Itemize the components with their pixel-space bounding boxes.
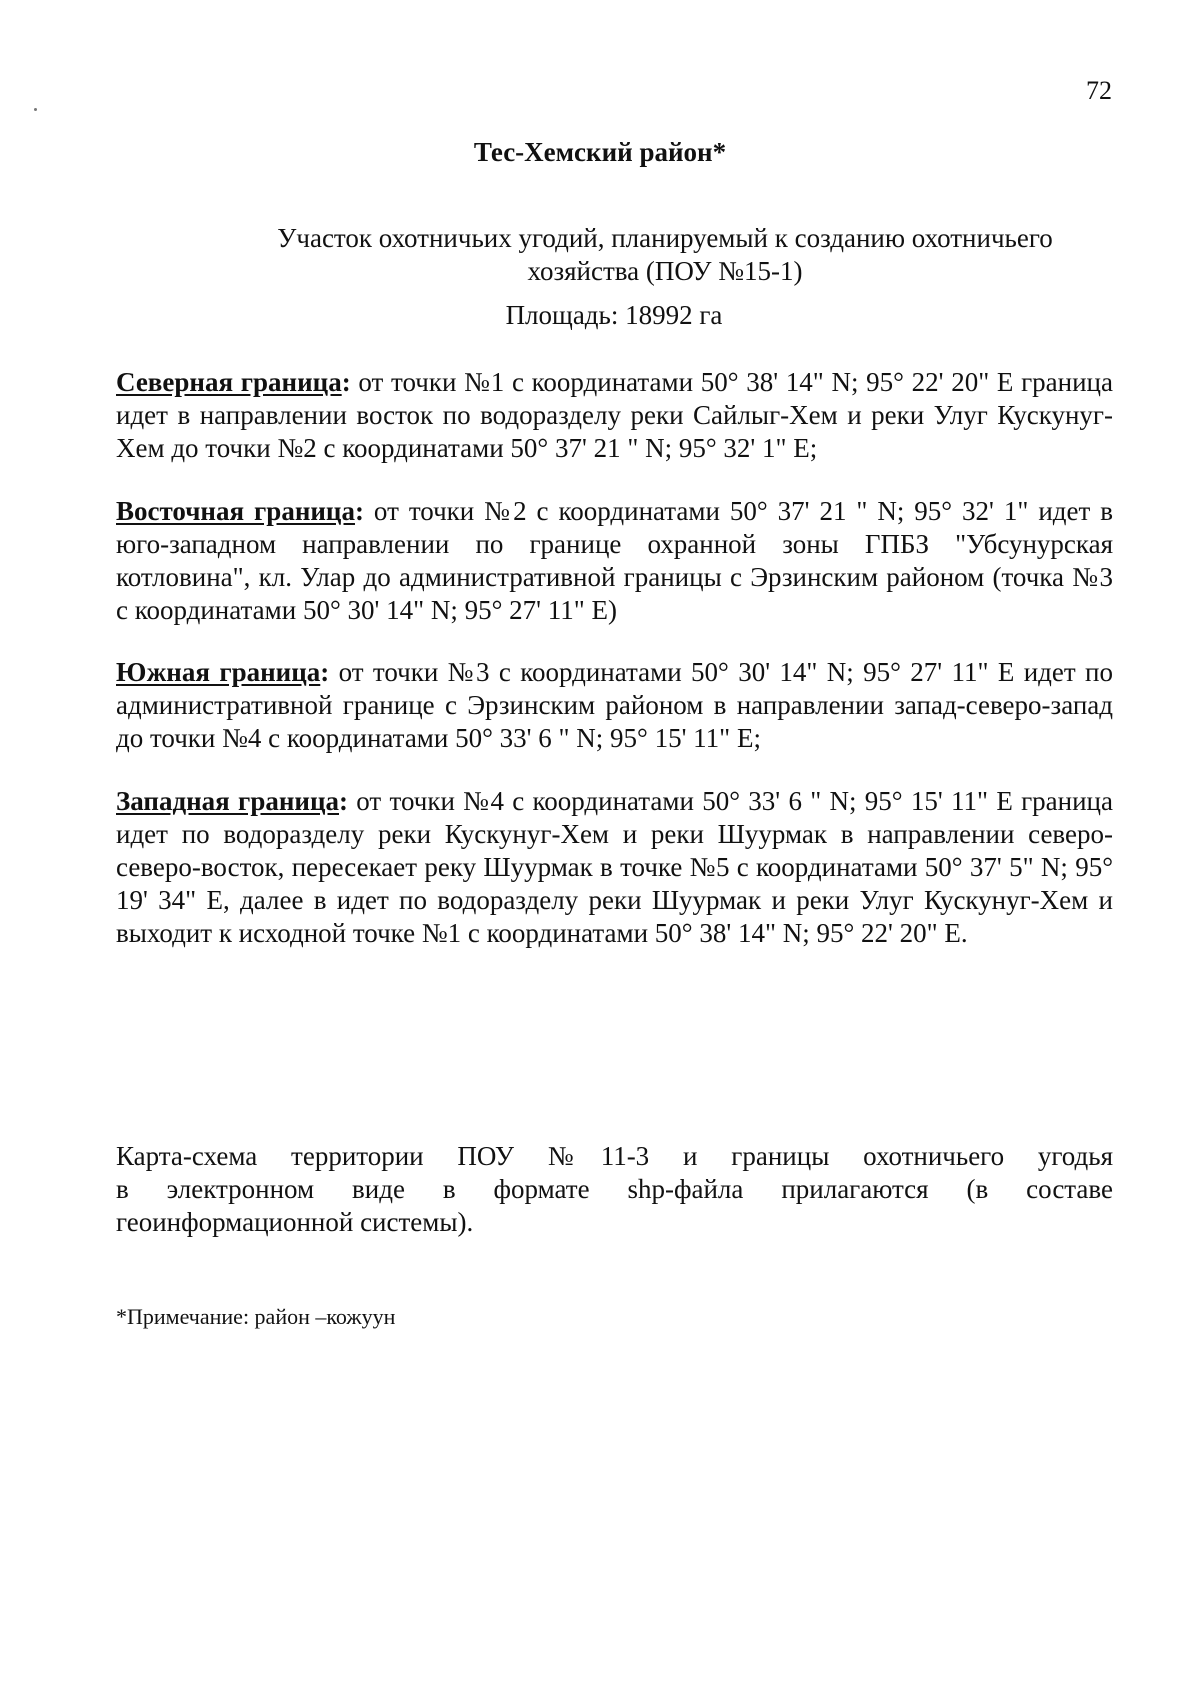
map-note-line-3: геоинформационной системы).: [116, 1207, 474, 1237]
scan-speck: [34, 108, 37, 111]
north-boundary-paragraph: Северная граница: от точки №1 с координатами 50° 38' 14" N; 95° 22' 20" E граница идет в направлении восток по водоразделу реки Сайлыг-Хем и реки Улуг Кускунуг-Хем до точки №2 с координатами 50° 37' 21 " N; 95° 32' 1" E;: [116, 367, 1113, 463]
east-boundary-text: от точки №2 с координатами 50° 37' 21 " N; 95° 32' 1" идет в юго-западном направлении по границе охранной зоны ГПБЗ "Убсунурская котловина", кл. Улар до административной границы с Эрзинским районом (точка №3 с координатами 50° 30' 14" N; 95° 27' 11" E): [116, 496, 1113, 625]
west-boundary-text: от точки №4 с координатами 50° 33' 6 " N; 95° 15' 11" E граница идет по водоразделу реки Кускунуг-Хем и реки Шуурмак в направлении северо-северо-восток, пересекает реку Шуурмак в точке №5 с координатами 50° 37' 5" N; 95° 19' 34" E, далее в идет по водоразделу реки Шуурмак и реки Улуг Кускунуг-Хем и выходит к исходной точке №1 с координатами 50° 38' 14" N; 95° 22' 20" E.: [116, 786, 1113, 948]
north-boundary-text: от точки №1 с координатами 50° 38' 14" N; 95° 22' 20" E граница идет в направлении восток по водоразделу реки Сайлыг-Хем и реки Улуг Кускунуг-Хем до точки №2 с координатами 50° 37' 21 " N; 95° 32' 1" E;: [116, 367, 1113, 463]
document-subtitle: [215, 222, 1115, 288]
page-number: 72: [1086, 76, 1112, 105]
west-boundary-paragraph: Западная граница: от точки №4 с координатами 50° 33' 6 " N; 95° 15' 11" E граница идет по водоразделу реки Кускунуг-Хем и реки Шуурмак в направлении северо-северо-восток, пересекает реку Шуурмак в точке №5 с координатами 50° 37' 5" N; 95° 19' 34" E, далее в идет по водоразделу реки Шуурмак и реки Улуг Кускунуг-Хем и выходит к исходной точке №1 с координатами 50° 38' 14" N; 95° 22' 20" E.: [116, 786, 1113, 948]
south-boundary-text: от точки №3 с координатами 50° 30' 14" N; 95° 27' 11" E идет по административной границе с Эрзинским районом в направлении запад-северо-запад до точки №4 с координатами 50° 33' 6 " N; 95° 15' 11" E;: [116, 657, 1113, 753]
south-boundary-heading: Южная граница: [116, 657, 321, 687]
east-boundary-heading: Восточная граница: [116, 496, 355, 526]
area-value: Площадь: 18992 га: [505, 300, 723, 330]
south-boundary-paragraph: Южная граница: от точки №3 с координатами 50° 30' 14" N; 95° 27' 11" E идет по административной границе с Эрзинским районом в направлении запад-северо-запад до точки №4 с координатами 50° 33' 6 " N; 95° 15' 11" E;: [116, 657, 1113, 753]
map-note-line-1: Карта-схема территории ПОУ №11-3 и границы охотничьего угодья: [116, 1141, 1113, 1171]
map-scheme-note: [116, 1140, 1113, 1239]
subtitle-line-1: Участок охотничьих угодий, планируемый к созданию охотничьего: [277, 223, 1053, 253]
subtitle-line-2: хозяйства (ПОУ №15-1): [527, 256, 803, 286]
footnote: *Примечание: район –кожуун: [116, 1304, 396, 1329]
north-boundary-heading: Северная граница: [116, 367, 342, 397]
west-boundary-heading: Западная граница: [116, 786, 339, 816]
east-boundary-paragraph: Восточная граница: от точки №2 с координатами 50° 37' 21 " N; 95° 32' 1" идет в юго-западном направлении по границе охранной зоны ГПБЗ "Убсунурская котловина", кл. Улар до административной границы с Эрзинским районом (точка №3 с координатами 50° 30' 14" N; 95° 27' 11" E): [116, 496, 1113, 625]
map-note-line-2: в электронном виде в формате shp-файла прилагаются (в составе: [116, 1174, 1113, 1204]
document-title: Тес-Хемский район*: [473, 137, 727, 167]
